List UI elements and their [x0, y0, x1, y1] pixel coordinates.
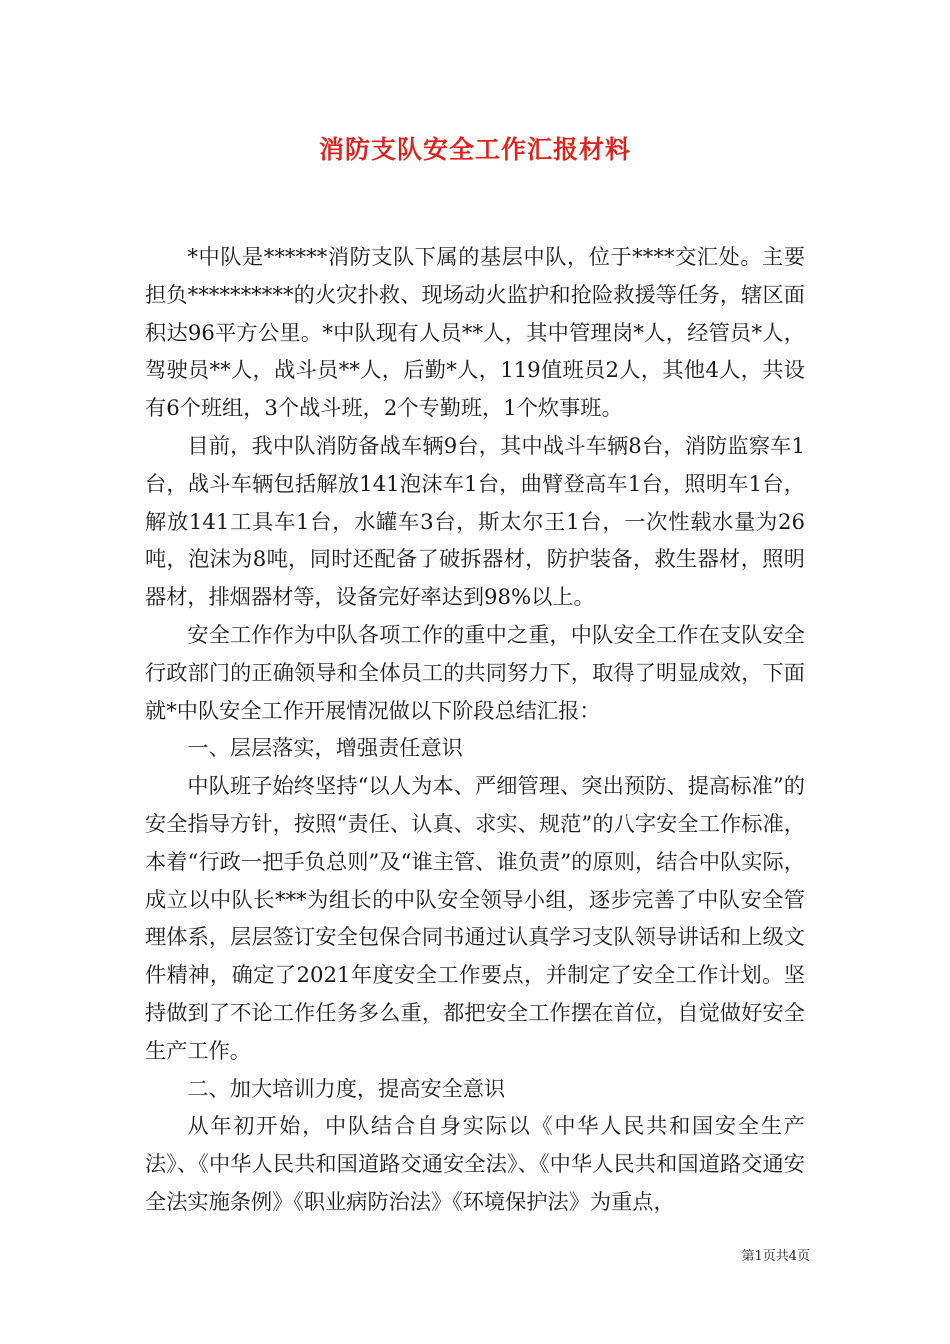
paragraph-responsibility: 中队班子始终坚持“以人为本、严细管理、突出预防、提高标准”的安全指导方针，按照“责任、认真、求实、规范”的八字安全工作标准，本着“行政一把手负总则”及“谁主管、谁负责”的原则，结合中队实际，成立以中队长***为组长的中队安全领导小组，逐步完善了中队安全管理体系，层层签订安全包保合同书通过认真学习支队领导讲话和上级文件精神，确定了2021年度安全工作要点，并制定了安全工作计划。坚持做到了不论工作任务多么重，都把安全工作摆在首位，自觉做好安全生产工作。: [145, 773, 805, 1063]
paragraph-vehicles: 目前，我中队消防备战车辆9台，其中战斗车辆8台，消防监察车1台，战斗车辆包括解放141泡沫车1台，曲臂登高车1台，照明车1台，解放141工具车1台，水罐车3台，斯太尔王1台，一次性载水量为26吨，泡沫为8吨，同时还配备了破拆器材，防护装备，救生器材，照明器材，排烟器材等，设备完好率达到98%以上。: [145, 432, 805, 610]
paragraph-team-overview: *中队是******消防支队下属的基层中队，位于****交汇处。主要担负**********的火灾扑救、现场动火监护和抢险救援等任务，辖区面积达96平方公里。*中队现有人员**人，其中管理岗*人，经管员*人，驾驶员**人，战斗员**人，后勤*人，119值班员2人，其他4人，共设有6个班组，3个战斗班，2个专勤班，1个炊事班。: [145, 244, 805, 421]
page-number: 第1页共4页: [741, 1249, 810, 1264]
section-heading-1: 一、层层落实，增强责任意识: [187, 735, 463, 761]
section-heading-2: 二、加大培训力度，提高安全意识: [187, 1075, 506, 1101]
document-title: 消防支队安全工作汇报材料: [318, 135, 631, 164]
document-body: [145, 238, 805, 1221]
paragraph-safety-summary: 安全工作作为中队各项工作的重中之重，中队安全工作在支队安全行政部门的正确领导和全体员工的共同努力下，取得了明显成效，下面就*中队安全工作开展情况做以下阶段总结汇报：: [145, 621, 805, 723]
paragraph-training: 从年初开始，中队结合自身实际以《中华人民共和国安全生产法》、《中华人民共和国道路交通安全法》、《中华人民共和国道路交通安全法实施条例》《职业病防治法》《环境保护法》为重点，: [145, 1113, 805, 1214]
